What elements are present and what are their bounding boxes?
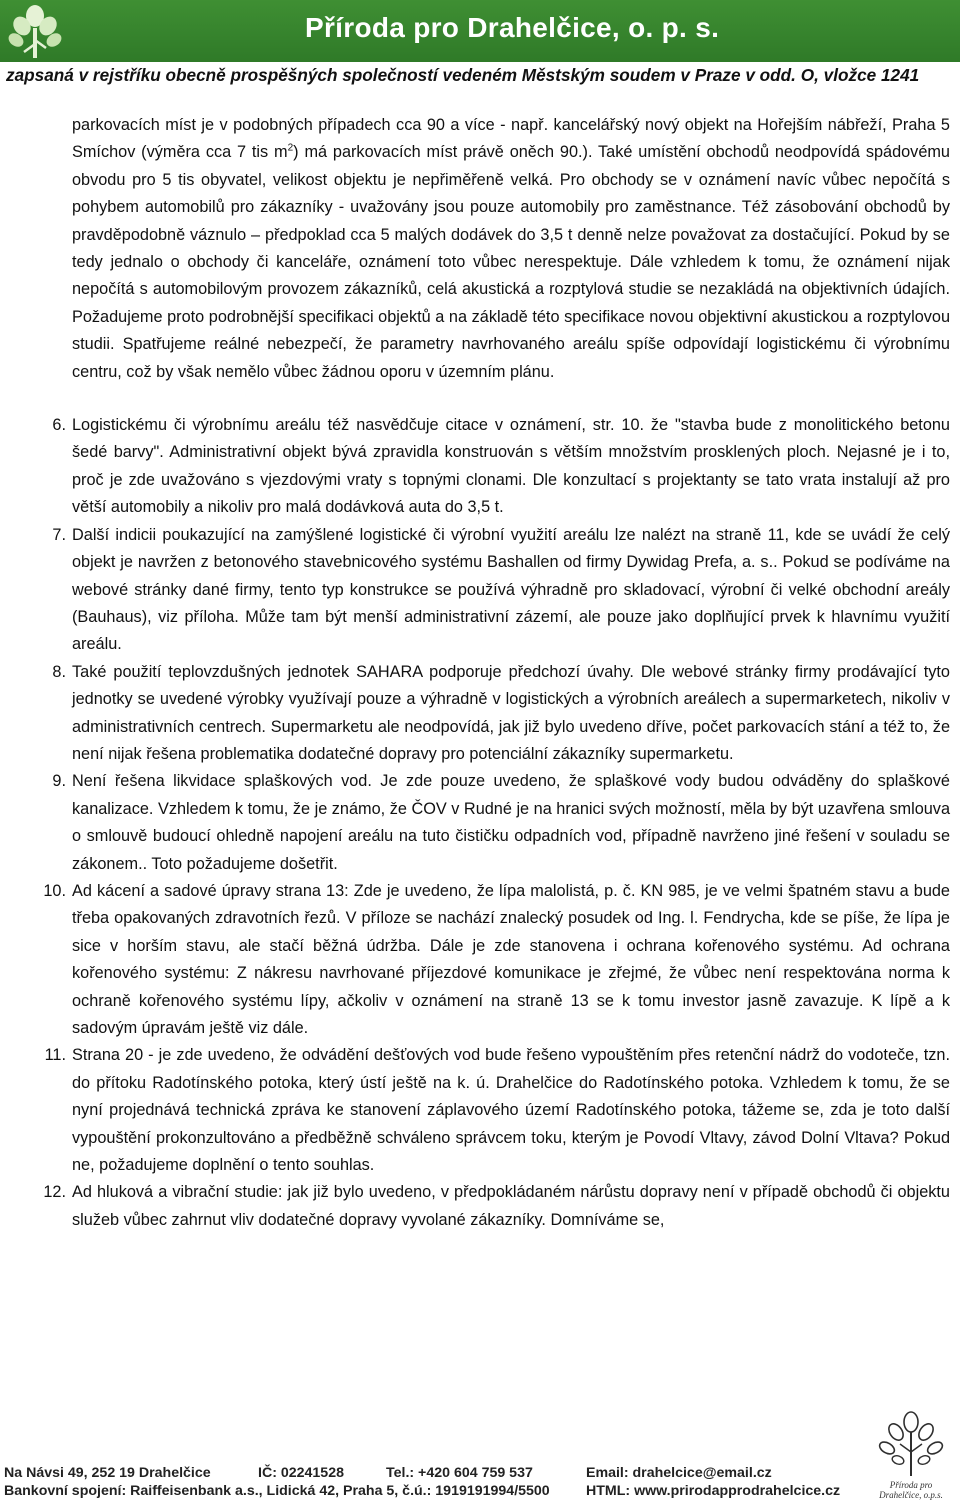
list-item <box>52 412 950 522</box>
intro-text-start: parkovacích míst je v podobných případech cca 90 a více - např. kancelářský nový objekt na Hořejším nábřeží, Praha 5 Smíchov (výměra cca 7 tis m <box>72 116 950 162</box>
numbered-list <box>43 412 950 1234</box>
footer-email: Email: drahelcice@email.cz <box>586 1465 772 1481</box>
item-number: 8. <box>52 662 66 681</box>
list-item <box>43 878 950 1042</box>
item-text: Ad kácení a sadové úpravy strana 13: Zde je uvedeno, že lípa malolistá, p. č. KN 985, je ve velmi špatném stavu a bude třeba opakovaných zdravotních řezů. V příloze se nachází znalecký posudek od Ing. l. Fendrycha, kde se píše, že lípa je sice v horším stavu, ale stačí běžná údržba. Dále je zde stanovena i ochrana kořenového systému. Ad ochrana kořenového systému: Z nákresu navrhované příjezdové komunikace je zřejmé, že vůbec není respektována norma k ochraně kořenového systému lípy, ačkoliv v oznámení na straně 13 se k tomu investor jasně zavazuje. K lípě a k sadovým úpravám ještě viz dále. <box>72 881 950 1037</box>
item-number: 12. <box>43 1183 66 1202</box>
tree-logo-icon <box>2 0 66 62</box>
item-text: Strana 20 - je zde uvedeno, že odvádění dešťových vod bude řešeno vypouštěním přes retenční nádrž do vodoteče, tzn. do přítoku Radotínského potoka, který ústí ještě na k. ú. Drahelčice do Radotínského potoka. Vzhledem k tomu, že se nyní projednává technická zpráva ke stanovení záplavového území Radotínského potoka, tážeme se, zda je toto další vypouštění prokonzultováno a předběžně schváleno správcem toku, kterým je Povodí Vltavy, závod Dolní Vltava? Pokud ne, požadujeme doplnění o tento souhlas. <box>72 1046 950 1175</box>
intro-text-end: ) má parkovacích míst právě oněch 90.). Také umístění obchodů neodpovídá spádovému obvodu pro 5 tis obyvatel, velikost objektu je nepřiměřeně velká. Pro obchody se v oznámení navíc vůbec nepočítá s pohybem automobilů pro zákazníky - uvažovány jsou pouze automobily pro zaměstnance. Též zásobování obchodů by pravděpodobně váznulo – předpoklad cca 5 malých dodávek do 3,5 t denně nelze považovat za dostačující. Pokud by se tedy jednalo o obchody či kanceláře, oznámení toto vůbec nerespektuje. Dále vzhledem k tomu, že oznámení nijak nepočítá s automobilovým provozem zákazníků, celá akustická a rozptylová studie se nezakládá na objektivních údajích. Požadujeme proto podrobnější specifikaci objektů a na základě této specifikace novou objektivní akustickou a rozptylovou studii. Spatřujeme reálné nebezpečí, že parametry navrhovaného areálu spíše odpovídají logistickému či výrobnímu centru, což by však nemělo vůbec žádnou oporu v územním plánu. <box>72 143 950 381</box>
registry-note: zapsaná v rejstříku obecně prospěšných společností vedeném Městským soudem v Praze v odd. O, vložce 1241 <box>6 65 920 85</box>
item-text: Ad hluková a vibrační studie: jak již bylo uvedeno, v předpokládaném nárůstu dopravy není v případě obchodů či objektu služeb vůbec zahrnut vliv dodatečné dopravy vyvolané zákazníky. Domníváme se, <box>72 1183 950 1229</box>
item-text: Není řešena likvidace splaškových vod. Je zde pouze uvedeno, že splaškové vody budou odváděny do splaškové kanalizace. Vzhledem k tomu, že je známo, že ČOV v Rudné je na hranici svých možností, měla by být uzavřena smlouva o smlouvě budoucí ohledně napojení areálu na tuto čističku odpadních vod, případně navrženo jiné řešení v souladu se zákonem.. Toto požadujeme došetřit. <box>72 772 950 873</box>
item-number: 10. <box>43 881 66 900</box>
item-number: 6. <box>52 416 66 435</box>
item-number: 7. <box>52 525 66 544</box>
footer-logo-line-1: Příroda pro <box>889 1480 933 1490</box>
list-item <box>44 1042 950 1179</box>
footer-logo-line-2: Drahelčice, o.p.s. <box>879 1490 943 1500</box>
item-text: Další indicii poukazující na zamýšlené logistické či výrobní využití areálu lze nalézt na straně 11, kde se uvádí že celý objekt je navržen z betonového stavebnicového systému Bashallen od firmy Dywidag Prefa, a. s.. Pokud se podíváme na webové stránky dané firmy, tento typ konstrukce se používá výhradně pro skladovací, výrobní či velké obchodní areály (Bauhaus), viz příloha. Může tam být menší administrativní zázemí, ale pouze jako doplňující prvek k hlavnímu využití areálu. <box>72 525 950 654</box>
intro-paragraph <box>72 112 950 386</box>
item-text: Také použití teplovzdušných jednotek SAHARA podporuje předchozí úvahy. Dle webové stránky firmy prodávající tyto jednotky se uvedené výrobky využívají pouze a výhradně v logistických a výrobních areálech a supermarketech, nikoliv v administrativních centrech. Supermarketu ale neodpovídá, jak již bylo uvedeno dříve, počet parkovacích stání a též to, že není nijak řešena problematika dodatečné dopravy pro potenciální zákazníky supermarketu. <box>72 662 950 763</box>
list-item <box>52 768 950 878</box>
list-item <box>52 659 950 769</box>
footer <box>0 1450 960 1505</box>
item-number: 9. <box>52 772 66 791</box>
footer-bank: Bankovní spojení: Raiffeisenbank a.s., Lidická 42, Praha 5, č.ú.: 1919191994/5500 <box>4 1483 550 1499</box>
letterhead <box>0 0 960 92</box>
footer-address: Na Návsi 49, 252 19 Drahelčice <box>4 1465 211 1481</box>
document-body <box>43 112 950 1234</box>
footer-web: HTML: www.prirodapprodrahelcice.cz <box>586 1483 841 1499</box>
item-number: 11. <box>44 1046 66 1065</box>
item-text: Logistickému či výrobnímu areálu též nasvědčuje citace v oznámení, str. 10. že "stavba bude z monolitického betonu šedé barvy". Administrativní objekt bývá zpravidla konstruován s větším množstvím prosklených ploch. Nejasné je i to, proč je zde uvažováno s vjezdovými vraty s topnými clonami. Dle konzultací s projektanty se tato vrata instalují až pro větší automobily a nikoliv pro malá dodávková auta do 3,5 t. <box>72 416 950 517</box>
organization-name: Příroda pro Drahelčice, o. p. s. <box>305 12 720 43</box>
footer-ico: IČ: 02241528 <box>258 1465 344 1481</box>
footer-phone: Tel.: +420 604 759 537 <box>386 1465 533 1481</box>
area-unit-superscript: 2 <box>287 142 294 154</box>
list-item <box>52 522 950 659</box>
list-item <box>43 1179 950 1234</box>
